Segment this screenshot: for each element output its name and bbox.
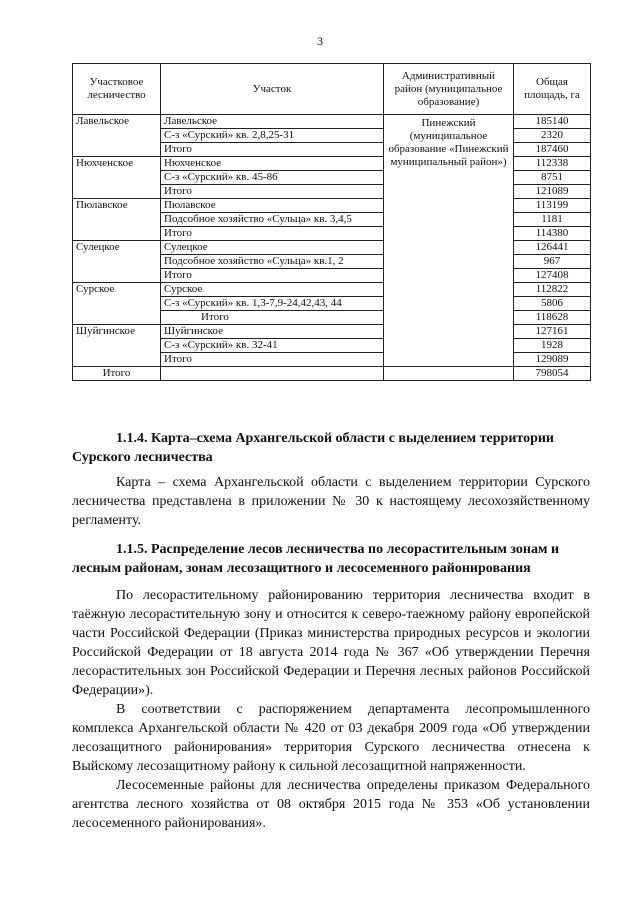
cell-forestry: Шуйгинское — [73, 325, 161, 367]
cell-area: 121089 — [514, 185, 591, 199]
cell-plot: Шуйгинское — [161, 325, 384, 339]
cell-area: 127161 — [514, 325, 591, 339]
paragraph-seed: Лесосеменные районы для лесничества определены приказом Федерального агентства лесного хозяйства от 08 октября 2015 года № 353 «Об установлении лесосеменного районирования». — [72, 778, 590, 831]
cell-total-label: Итого — [73, 367, 161, 381]
header-plot: Участок — [161, 64, 384, 115]
cell-forestry: Лавельское — [73, 115, 161, 157]
cell-total-empty — [161, 367, 384, 381]
cell-area: 5806 — [514, 297, 591, 311]
cell-plot: Сулецкое — [161, 241, 384, 255]
cell-area: 185140 — [514, 115, 591, 129]
cell-area: 127408 — [514, 269, 591, 283]
table-row — [73, 283, 591, 297]
header-area: Общая площадь, га — [514, 64, 591, 115]
cell-area: 113199 — [514, 199, 591, 213]
table-row — [73, 157, 591, 171]
cell-area: 129089 — [514, 353, 591, 367]
cell-admin-district: Пинежский (муниципальное образование «Пинежский муниципальный район») — [384, 115, 514, 367]
cell-area: 8751 — [514, 171, 591, 185]
cell-forestry: Пюлавское — [73, 199, 161, 241]
cell-plot: Итого — [161, 143, 384, 157]
cell-plot: Итого — [161, 269, 384, 283]
paragraph-map: Карта – схема Архангельской области с выделением территории Сурского лесничества представлена в приложении № 30 к настоящему лесохозяйственному регламенту. — [72, 475, 590, 528]
table-row — [73, 115, 591, 129]
cell-plot: Сурское — [161, 283, 384, 297]
table-header-row — [73, 64, 591, 115]
cell-plot: Итого — [161, 311, 384, 325]
cell-plot: Итого — [161, 353, 384, 367]
table-row — [73, 241, 591, 255]
cell-area: 1181 — [514, 213, 591, 227]
cell-plot: С-з «Сурский» кв. 45-86 — [161, 171, 384, 185]
cell-area: 126441 — [514, 241, 591, 255]
cell-plot: Нюхченское — [161, 157, 384, 171]
header-forestry: Участковое лесничество — [73, 64, 161, 115]
table-row — [73, 199, 591, 213]
section-heading-map: 1.1.4. Карта–схема Архангельской области с выделением территории Сурского лесничества — [72, 431, 554, 465]
paragraph-zoning: По лесорастительному районированию территория лесничества входит в таёжную лесорастительную зону и относится к северо-таежному району европейской части Российской Федерации (Приказ министерства природных ресурсов и экологии Российской Федерации от 18 августа 2014 года № 367 «Об утверждении Перечня лесорастительных зон Российской Федерации и Перечня лесных районов Российской Федерации»). — [72, 588, 590, 698]
table-row — [73, 325, 591, 339]
cell-forestry: Сурское — [73, 283, 161, 325]
paragraph-protection: В соответствии с распоряжением департамента лесопромышленного комплекса Архангельской области № 420 от 03 декабря 2009 года «Об утверждении лесозащитного районирования» территория Сурского лесничества отнесена к Выйскому лесозащитному району к сильной лесозащитной напряженности. — [72, 702, 590, 774]
cell-forestry: Сулецкое — [73, 241, 161, 283]
cell-area: 112822 — [514, 283, 591, 297]
cell-total-area: 798054 — [514, 367, 591, 381]
cell-plot: С-з «Сурский» кв. 1,3-7,9-24,42,43, 44 — [161, 297, 384, 311]
cell-area: 112338 — [514, 157, 591, 171]
cell-plot: Лавельское — [161, 115, 384, 129]
cell-total-empty-admin — [384, 367, 514, 381]
cell-plot: С-з «Сурский» кв. 2,8,25-31 — [161, 129, 384, 143]
cell-plot: Пюлавское — [161, 199, 384, 213]
cell-forestry: Нюхченское — [73, 157, 161, 199]
cell-plot: Подсобное хозяйство «Сульца» кв. 3,4,5 — [161, 213, 384, 227]
zones-body — [72, 586, 590, 833]
cell-plot: Подсобное хозяйство «Сульца» кв.1, 2 — [161, 255, 384, 269]
page-number: 3 — [317, 34, 323, 48]
cell-area: 967 — [514, 255, 591, 269]
table-total-row — [73, 367, 591, 381]
header-admin: Административный район (муниципальное образование) — [384, 64, 514, 115]
cell-plot: Итого — [161, 185, 384, 199]
section-heading-zones: 1.1.5. Распределение лесов лесничества по лесорастительным зонам и лесным районам, зонам лесозащитного и лесосеменного районирования — [72, 542, 560, 576]
cell-plot: Итого — [161, 227, 384, 241]
forestry-table — [72, 63, 591, 381]
cell-area: 114380 — [514, 227, 591, 241]
cell-area: 2320 — [514, 129, 591, 143]
cell-area: 187460 — [514, 143, 591, 157]
cell-area: 1928 — [514, 339, 591, 353]
cell-area: 118628 — [514, 311, 591, 325]
cell-plot: С-з «Сурский» кв. 32-41 — [161, 339, 384, 353]
